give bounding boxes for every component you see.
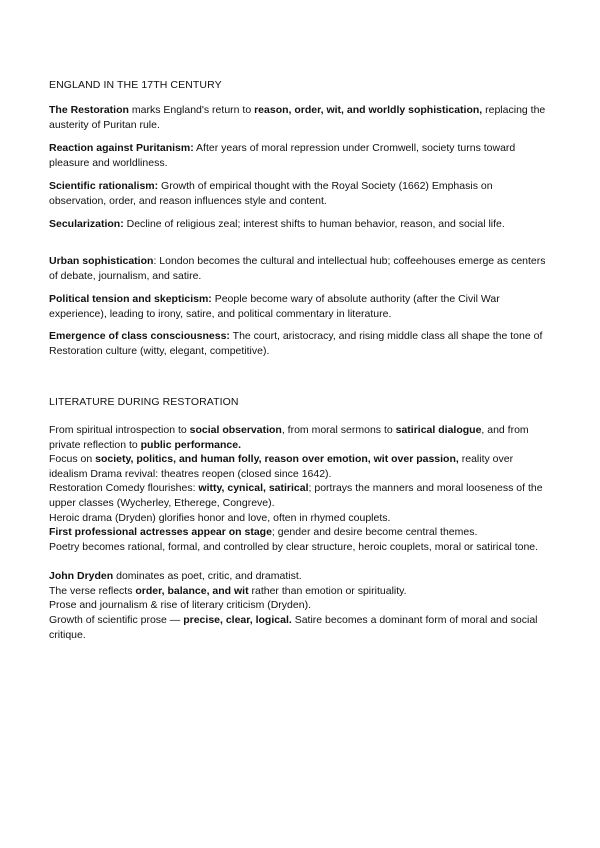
paragraph-restoration-comedy: Restoration Comedy flourishes: witty, cynical, satirical; portrays the manners and moral looseness of the upper classes (Wycherley, Etherege, Congreve).: [49, 482, 543, 509]
paragraph-political-tension: Political tension and skepticism: People become wary of absolute authority (after the Civil War experience), leading to irony, satire, and political commentary in literature.: [49, 293, 500, 320]
line-prose-journalism: Prose and journalism & rise of literary criticism (Dryden).: [49, 599, 311, 611]
paragraph-actresses: First professional actresses appear on stage; gender and desire become central themes.: [49, 526, 478, 538]
section-heading-england: ENGLAND IN THE 17TH CENTURY: [49, 79, 222, 91]
paragraph-urban-sophistication: Urban sophistication: London becomes the cultural and intellectual hub; coffeehouses emerge as centers of debate, journalism, and satire.: [49, 255, 546, 282]
paragraph-secularization: Secularization: Decline of religious zeal; interest shifts to human behavior, reason, and social life.: [49, 218, 505, 230]
paragraph-scientific-prose: Growth of scientific prose — precise, clear, logical. Satire becomes a dominant form of moral and social critique.: [49, 614, 538, 641]
paragraph-spiritual-introspection: From spiritual introspection to social observation, from moral sermons to satirical dialogue, and from private reflection to public performance.: [49, 424, 529, 451]
line-heroic-drama: Heroic drama (Dryden) glorifies honor and love, often in rhymed couplets.: [49, 512, 391, 524]
paragraph-reaction-puritanism: Reaction against Puritanism: After years of moral repression under Cromwell, society turns toward pleasure and worldliness.: [49, 142, 516, 169]
paragraph-verse-reflects: The verse reflects order, balance, and wit rather than emotion or spirituality.: [49, 585, 407, 597]
paragraph-poetry: Poetry becomes rational, formal, and controlled by clear structure, heroic couplets, moral or satirical tone.: [49, 541, 539, 553]
paragraph-restoration: The Restoration marks England's return to reason, order, wit, and worldly sophistication, replacing the austerity of Puritan rule.: [49, 104, 546, 131]
paragraph-focus-on-society: Focus on society, politics, and human folly, reason over emotion, wit over passion, reality over idealism Drama revival: theatres reopen (closed since 1642).: [49, 453, 514, 480]
paragraph-class-consciousness: Emergence of class consciousness: The court, aristocracy, and rising middle class all shape the tone of Restoration culture (witty, elegant, competitive).: [49, 330, 543, 357]
paragraph-john-dryden: John Dryden dominates as poet, critic, and dramatist.: [49, 570, 302, 582]
section-heading-literature: LITERATURE DURING RESTORATION: [49, 396, 239, 408]
paragraph-scientific-rationalism: Scientific rationalism: Growth of empirical thought with the Royal Society (1662) Emphasis on observation, order, and reason influences style and content.: [49, 180, 493, 207]
